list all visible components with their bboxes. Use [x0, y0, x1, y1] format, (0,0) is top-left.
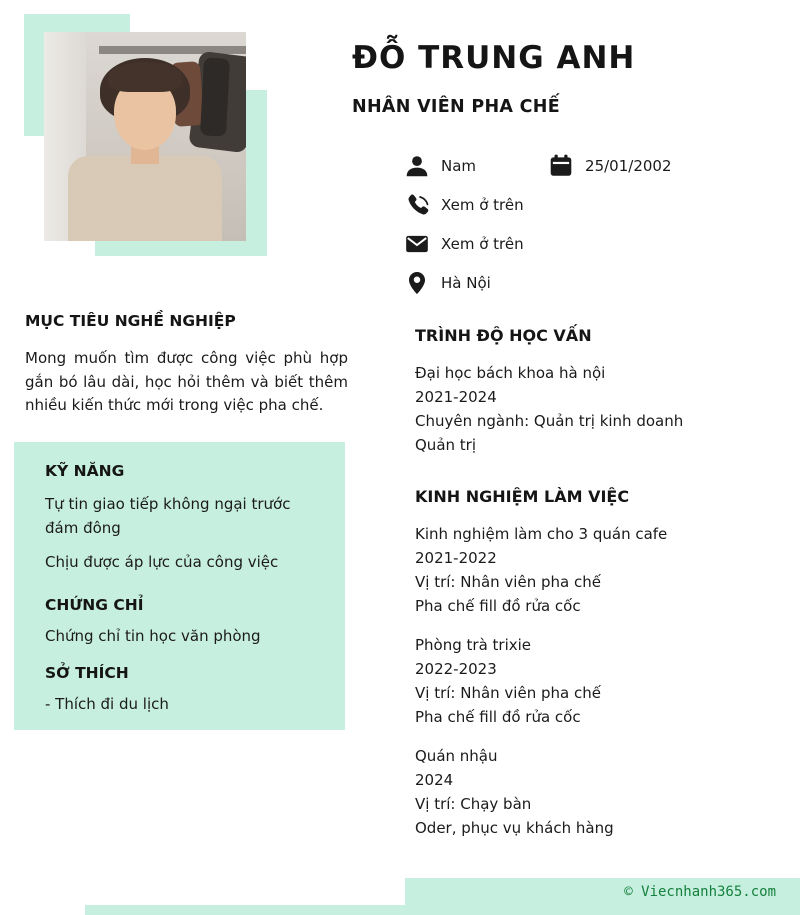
- job-line: Vị trí: Nhân viên pha chế: [415, 573, 601, 591]
- certificates-heading: CHỨNG CHỈ: [45, 596, 144, 614]
- phone-icon: [404, 192, 430, 218]
- education-line: 2021-2024: [415, 388, 497, 406]
- candidate-name: ĐỖ TRUNG ANH: [352, 40, 636, 76]
- contact-row-email: [404, 231, 672, 257]
- job-line: Kinh nghiệm làm cho 3 quán cafe: [415, 525, 668, 543]
- education-line: Đại học bách khoa hà nội: [415, 364, 606, 382]
- education-line: Chuyên ngành: Quản trị kinh doanh: [415, 412, 684, 430]
- gender-value: Nam: [441, 157, 477, 175]
- education-heading: TRÌNH ĐỘ HỌC VẤN: [415, 326, 592, 345]
- envelope-icon: [404, 231, 430, 257]
- skills-box: [14, 442, 345, 730]
- education-line: Quản trị: [415, 436, 476, 454]
- hobbies-heading: SỞ THÍCH: [45, 664, 129, 682]
- contact-address: [404, 270, 491, 296]
- job-line: Pha chế fill đồ rửa cốc: [415, 708, 581, 726]
- job-line: Pha chế fill đồ rửa cốc: [415, 597, 581, 615]
- contact-row-address: [404, 270, 672, 296]
- contact-row-gender-dob: [404, 153, 672, 179]
- job-line: Oder, phục vụ khách hàng: [415, 819, 614, 837]
- bottom-accent-strip: [85, 905, 800, 915]
- photo-background-garment: [200, 57, 230, 136]
- experience-job: [415, 633, 601, 729]
- contact-dob: [548, 153, 671, 179]
- dob-value: 25/01/2002: [585, 157, 672, 175]
- hobby-item: - Thích đi du lịch: [45, 695, 169, 713]
- job-line: Vị trí: Chạy bàn: [415, 795, 532, 813]
- person-icon: [404, 153, 430, 179]
- experience-job: [415, 744, 614, 840]
- phone-value: Xem ở trên: [441, 196, 524, 214]
- photo-decoration-right: [246, 90, 267, 256]
- job-line: 2024: [415, 771, 454, 789]
- footer-watermark-bar: [405, 878, 800, 906]
- skills-heading: KỸ NĂNG: [45, 462, 125, 480]
- contact-phone: [404, 192, 524, 218]
- objective-body: Mong muốn tìm được công việc phù hợp gắn bó lâu dài, học hỏi thêm và biết thêm nhiều kiến thức mới trong việc pha chế.: [25, 349, 348, 414]
- contact-info: [404, 153, 672, 309]
- certificate-item: Chứng chỉ tin học văn phòng: [45, 627, 261, 645]
- copyright-text: © Viecnhanh365.com: [624, 884, 776, 900]
- education-details: [415, 361, 683, 457]
- contact-email: [404, 231, 524, 257]
- job-line: Vị trí: Nhân viên pha chế: [415, 684, 601, 702]
- objective-heading: MỤC TIÊU NGHỀ NGHIỆP: [25, 312, 236, 330]
- job-line: 2022-2023: [415, 660, 497, 678]
- profile-photo: [44, 32, 246, 241]
- photo-decoration-bottom: [95, 240, 267, 256]
- contact-row-phone: [404, 192, 672, 218]
- address-value: Hà Nội: [441, 274, 491, 292]
- contact-gender: [404, 153, 476, 179]
- job-line: 2021-2022: [415, 549, 497, 567]
- job-line: Phòng trà trixie: [415, 636, 532, 654]
- location-pin-icon: [404, 270, 430, 296]
- experience-job: [415, 522, 667, 618]
- photo-person-hair-fringe: [108, 62, 182, 92]
- calendar-icon: [548, 153, 574, 179]
- skill-item: Tự tin giao tiếp không ngại trước đám đông: [45, 495, 291, 537]
- candidate-job-title: NHÂN VIÊN PHA CHẾ: [352, 97, 560, 117]
- skill-item: Chịu được áp lực của công việc: [45, 553, 279, 571]
- experience-heading: KINH NGHIỆM LÀM VIỆC: [415, 487, 630, 506]
- job-line: Quán nhậu: [415, 747, 498, 765]
- email-value: Xem ở trên: [441, 235, 524, 253]
- photo-person-body: [68, 156, 222, 241]
